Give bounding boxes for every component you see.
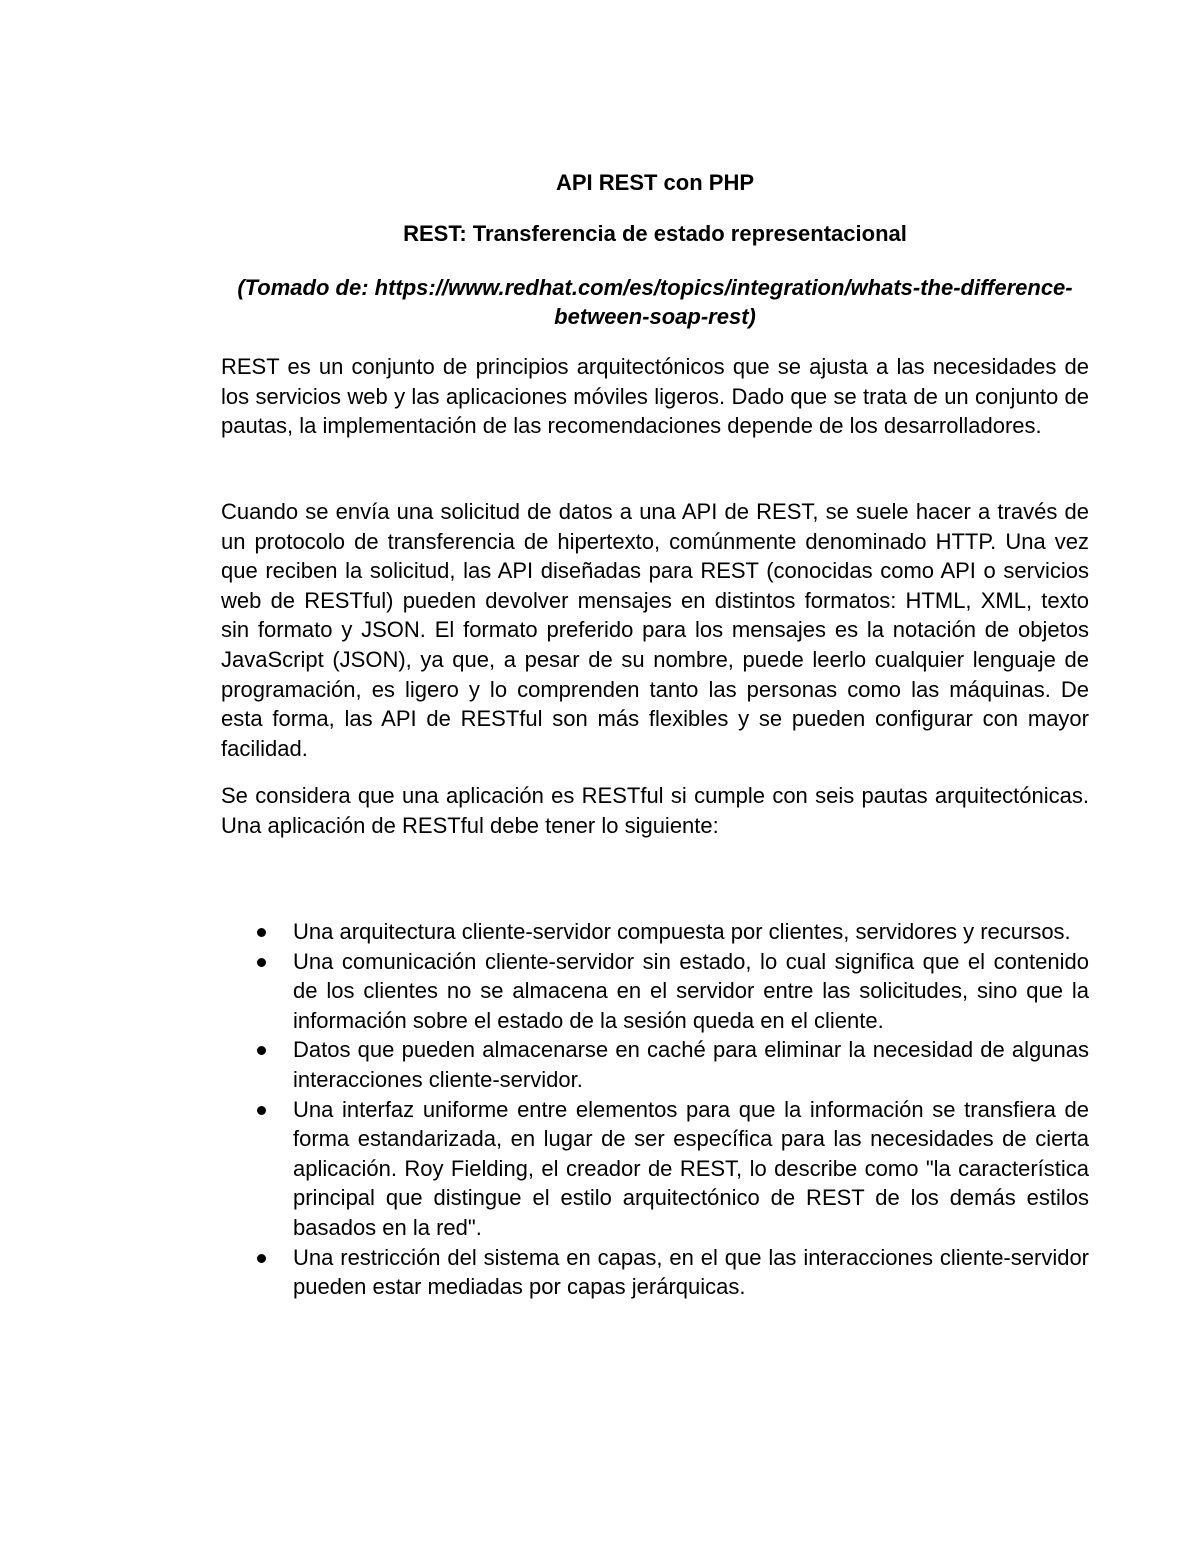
paragraph-restful: Se considera que una aplicación es RESTful si cumple con seis pautas arquitectónicas. Una aplicación de RESTful debe tener lo siguiente: [221, 783, 1089, 838]
paragraph-intro: REST es un conjunto de principios arquitectónicos que se ajusta a las necesidades de los servicios web y las aplicaciones móviles ligeros. Dado que se trata de un conjunto de pautas, la implementación de las recomendaciones depende de los desarrolladores. [221, 354, 1089, 439]
list-item-text: Datos que pueden almacenarse en caché para eliminar la necesidad de algunas interacciones cliente-servidor. [293, 1037, 1089, 1092]
list-item [221, 1095, 1089, 1243]
list-item-text: Una restricción del sistema en capas, en el que las interacciones cliente-servidor pueden estar mediadas por capas jerárquicas. [293, 1244, 1089, 1300]
list-item-text: Una arquitectura cliente-servidor compuesta por clientes, servidores y recursos. [293, 919, 1071, 944]
list-item [221, 1243, 1089, 1302]
source-citation: (Tomado de: https://www.redhat.com/es/topics/integration/whats-the-difference-between-soap-rest) [237, 275, 1073, 329]
list-item [221, 917, 1089, 947]
bullet-icon [257, 958, 266, 967]
paragraph-http: Cuando se envía una solicitud de datos a una API de REST, se suele hacer a través de un protocolo de transferencia de hipertexto, comúnmente denominado HTTP. Una vez que reciben la solicitud, las API diseñadas para REST (conocidas como API o servicios web de RESTful) pueden devolver mensajes en distintos formatos: HTML, XML, texto sin formato y JSON. El formato preferido para los mensajes es la notación de objetos JavaScript (JSON), ya que, a pesar de su nombre, puede leerlo cualquier lenguaje de programación, es ligero y lo comprenden tanto las personas como las máquinas. De esta forma, las API de RESTful son más flexibles y se pueden configurar con mayor facilidad. [221, 499, 1089, 761]
list-item-text: Una comunicación cliente-servidor sin estado, lo cual significa que el contenido de los clientes no se almacena en el servidor entre las solicitudes, sino que la información sobre el estado de la sesión queda en el cliente. [293, 948, 1089, 1033]
document-page [221, 0, 1089, 1553]
document-subtitle: REST: Transferencia de estado representacional [403, 221, 907, 246]
list-item-text: Una interfaz uniforme entre elementos para que la información se transfiera de forma estandarizada, en lugar de ser específica para las necesidades de cierta aplicación. Roy Fielding, el creador de REST, lo describe como "la característica principal que distingue el estilo arquitectónico de REST de los demás estilos basados en la red". [293, 1096, 1089, 1240]
list-item [221, 1035, 1089, 1094]
bullet-icon [257, 928, 266, 937]
document-title: API REST con PHP [555, 170, 755, 195]
bullet-icon [257, 1254, 266, 1263]
bullet-icon [257, 1106, 266, 1115]
guidelines-list [221, 917, 1089, 1302]
bullet-icon [257, 1046, 266, 1055]
list-item [221, 947, 1089, 1036]
